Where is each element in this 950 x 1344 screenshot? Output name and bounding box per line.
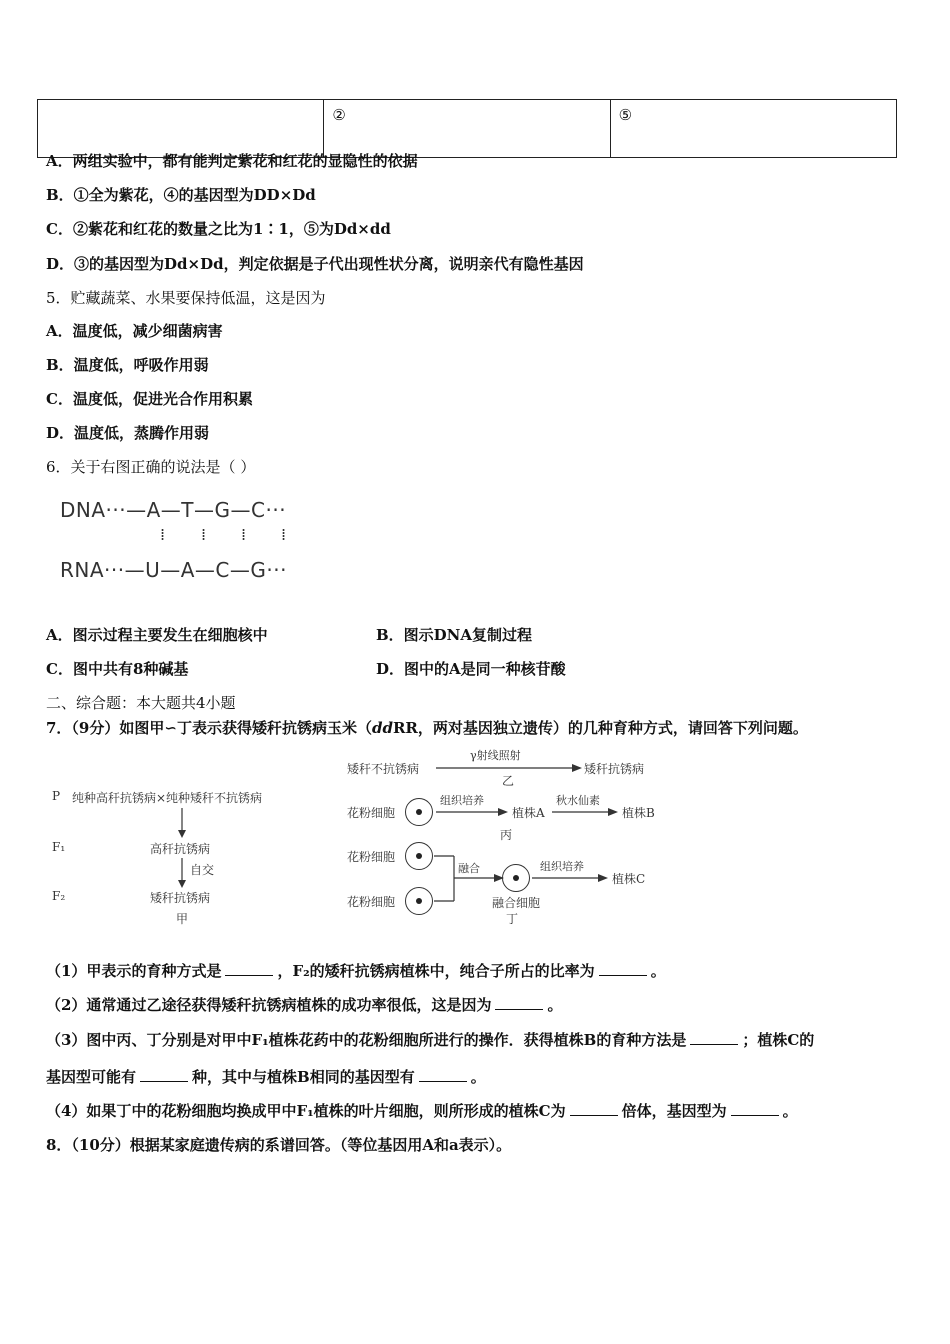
- answer-blank[interactable]: [140, 1081, 188, 1082]
- q7-text: 。: [470, 1068, 486, 1086]
- answer-blank[interactable]: [419, 1081, 467, 1082]
- yi-method: γ射线照射: [470, 749, 521, 762]
- f1-text: 高秆抗锈病: [150, 842, 211, 856]
- q6-option-c: C．图中共有8种碱基: [46, 660, 189, 678]
- bing-cell: 花粉细胞: [347, 806, 396, 820]
- q7-text: （1）甲表示的育种方式是: [46, 962, 222, 980]
- selfing-label: 自交: [190, 863, 215, 877]
- q8-stem: 8．（10分）根据某家庭遗传病的系谱回答。（等位基因用A和a表示）。: [46, 1136, 512, 1154]
- q7-text: ，F₂的矮秆抗锈病植株中，纯合子所占的比率为: [277, 962, 595, 980]
- section-title: 二、综合题：本大题共4小题: [46, 694, 236, 712]
- rna-strand: RNA···—U—A—C—G···: [60, 558, 287, 582]
- answer-blank[interactable]: [599, 975, 647, 976]
- plant-b: 植株B: [622, 806, 655, 820]
- table-cell: ⑤: [610, 100, 896, 158]
- answer-blank[interactable]: [731, 1115, 779, 1116]
- q7-text: 基因型可能有: [46, 1068, 137, 1086]
- q7-text: （3）图中丙、丁分别是对甲中F₁植株花药中的花粉细胞所进行的操作．获得植株B的育种方法是: [46, 1031, 687, 1049]
- plant-c: 植株C: [612, 872, 646, 886]
- pollen-cell-icon: [405, 798, 433, 826]
- ding-cell-1: 花粉细胞: [347, 850, 396, 864]
- answer-blank[interactable]: [570, 1115, 618, 1116]
- q7-text: （2）通常通过乙途径获得矮秆抗锈病植株的成功率很低，这是因为: [46, 996, 492, 1014]
- pollen-cell-icon: [405, 887, 433, 915]
- q6-option-b: B．图示DNA复制过程: [376, 626, 533, 644]
- q7-text: （4）如果丁中的花粉细胞均换成甲中F₁植株的叶片细胞，则所形成的植株C为: [46, 1102, 566, 1120]
- fused-cell-icon: [502, 864, 530, 892]
- f1-label: F₁: [52, 840, 66, 854]
- arrow-down-icon: [176, 858, 188, 888]
- table-row: [38, 100, 897, 158]
- q7-stem-part: RR，两对基因独立遗传）的几种育种方式，请回答下列问题。: [392, 719, 808, 737]
- q5-option-a: A．温度低，减少细菌病害: [46, 322, 223, 340]
- ding-label: 丁: [506, 912, 519, 926]
- jia-label: 甲: [176, 912, 189, 926]
- pairing-dots: ⁞: [160, 525, 166, 544]
- fusion-label: 融合: [458, 862, 480, 875]
- pairing-dots: ⁞: [241, 525, 247, 544]
- q7-text: 种，其中与植株B相同的基因型有: [192, 1068, 415, 1086]
- yi-label: 乙: [502, 774, 515, 788]
- q4-option-d: D．③的基因型为Dd×Dd，判定依据是子代出现性状分离，说明亲代有隐性基因: [46, 255, 584, 273]
- q7-stem: [46, 718, 808, 738]
- q6-option-a: A．图示过程主要发生在细胞核中: [46, 626, 268, 644]
- yi-to: 矮秆抗锈病: [584, 762, 645, 776]
- f2-text: 矮秆抗锈病: [150, 891, 211, 905]
- q7-text: 。: [650, 962, 666, 980]
- q4-option-c: C．②紫花和红花的数量之比为1∶1，⑤为Dd×dd: [46, 220, 391, 238]
- ding-cell-2: 花粉细胞: [347, 895, 396, 909]
- q7-text: ；植株C的: [742, 1031, 815, 1049]
- q4-option-b: B．①全为紫花，④的基因型为DD×Dd: [46, 186, 316, 204]
- table-cell: ②: [324, 100, 610, 158]
- q7-sub2: [46, 995, 562, 1015]
- q5-stem: 5．贮藏蔬菜、水果要保持低温，这是因为: [46, 289, 326, 307]
- q6-stem: 6．关于右图正确的说法是（ ）: [46, 458, 256, 476]
- p-cross: 纯种高秆抗锈病×纯种矮秆不抗锈病: [72, 791, 263, 805]
- arrow-down-icon: [176, 808, 188, 838]
- q7-genotype: dd: [371, 719, 393, 737]
- fused-cell-label: 融合细胞: [492, 896, 541, 910]
- q7-sub1: [46, 961, 666, 981]
- q6-option-d: D．图中的A是同一种核苷酸: [376, 660, 566, 678]
- table-cell: [38, 100, 324, 158]
- p-label: P: [52, 789, 61, 803]
- q5-option-c: C．温度低，促进光合作用积累: [46, 390, 253, 408]
- dna-strand: DNA···—A—T—G—C···: [60, 498, 287, 522]
- yi-from: 矮秆不抗锈病: [347, 762, 420, 776]
- colchicine-label: 秋水仙素: [556, 794, 600, 807]
- q7-sub4: [46, 1101, 798, 1121]
- culture-label: 组织培养: [440, 794, 484, 807]
- q7-text: 。: [547, 996, 563, 1014]
- bing-label: 丙: [500, 828, 513, 842]
- q7-text: 倍体，基因型为: [621, 1102, 727, 1120]
- answer-blank[interactable]: [690, 1044, 738, 1045]
- q5-option-b: B．温度低，呼吸作用弱: [46, 356, 209, 374]
- pairing-dots: ⁞: [281, 525, 287, 544]
- pollen-cell-icon: [405, 842, 433, 870]
- pairing-dots: ⁞: [201, 525, 207, 544]
- q4-option-a: A．两组实验中，都有能判定紫花和红花的显隐性的依据: [46, 152, 418, 170]
- answer-table: [37, 99, 897, 158]
- ding-culture-label: 组织培养: [540, 860, 584, 873]
- q7-stem-part: 7．（9分）如图甲∽丁表示获得矮秆抗锈病玉米（: [46, 719, 372, 737]
- q7-text: 。: [782, 1102, 798, 1120]
- q7-sub3: [46, 1030, 814, 1050]
- q5-option-d: D．温度低，蒸腾作用弱: [46, 424, 210, 442]
- answer-blank[interactable]: [225, 975, 273, 976]
- q7-sub3-cont: [46, 1067, 486, 1087]
- f2-label: F₂: [52, 889, 66, 903]
- plant-a: 植株A: [512, 806, 545, 820]
- answer-blank[interactable]: [495, 1009, 543, 1010]
